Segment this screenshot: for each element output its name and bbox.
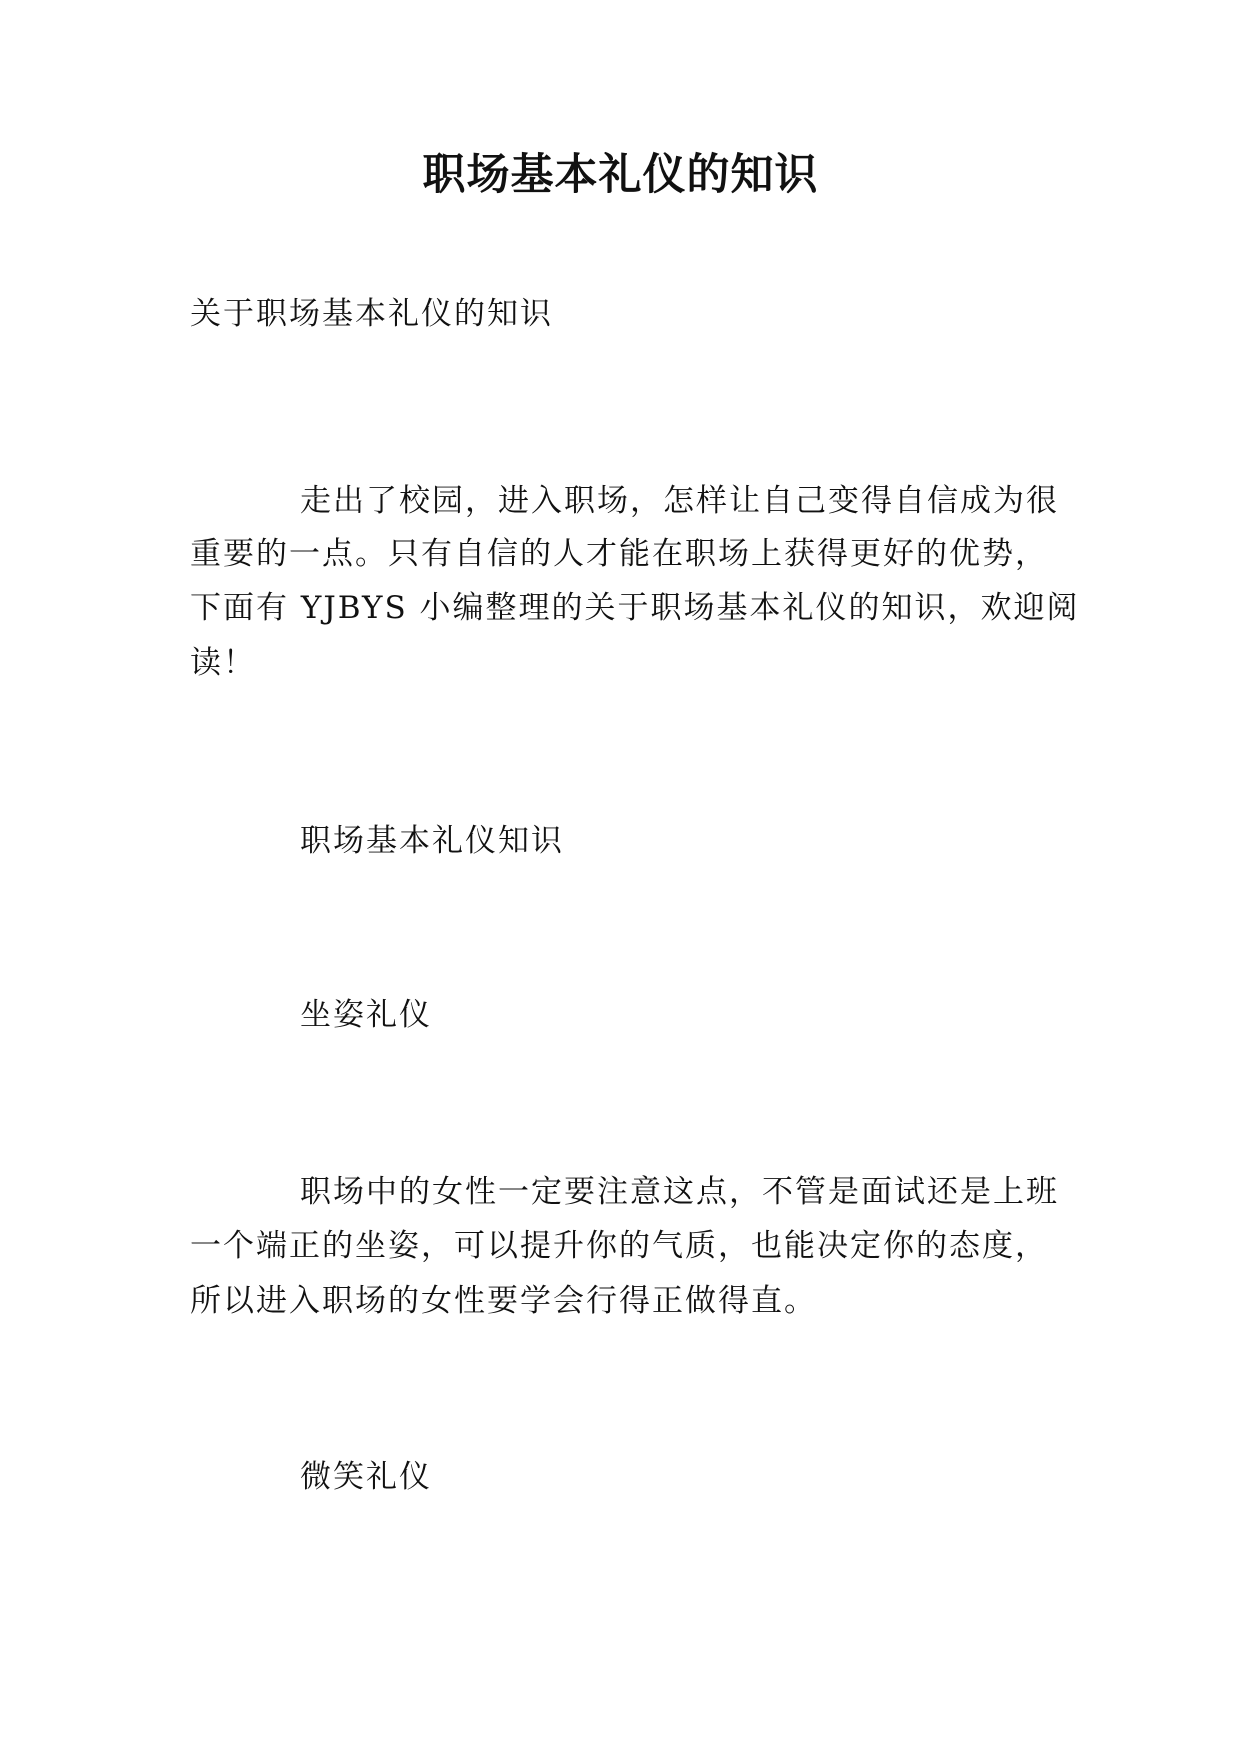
paragraph-line: 一个端正的坐姿，可以提升你的气质，也能决定你的态度， bbox=[190, 1228, 1048, 1264]
document-title: 职场基本礼仪的知识 bbox=[422, 150, 819, 200]
paragraph-line: 读！ bbox=[190, 645, 256, 681]
paragraph-line: 所以进入职场的女性要学会行得正做得直。 bbox=[190, 1283, 817, 1319]
paragraph-line: 职场中的女性一定要注意这点，不管是面试还是上班 bbox=[300, 1174, 1059, 1210]
paragraph-line: 走出了校园，进入职场，怎样让自己变得自信成为很 bbox=[300, 483, 1059, 519]
paragraph-line: 重要的一点。只有自信的人才能在职场上获得更好的优势， bbox=[190, 536, 1048, 572]
section-heading: 职场基本礼仪知识 bbox=[300, 823, 564, 859]
section-heading: 坐姿礼仪 bbox=[300, 997, 432, 1033]
document-subtitle: 关于职场基本礼仪的知识 bbox=[190, 296, 553, 332]
section-heading: 微笑礼仪 bbox=[300, 1459, 432, 1495]
paragraph-line: 下面有 YJBYS 小编整理的关于职场基本礼仪的知识，欢迎阅 bbox=[190, 590, 1080, 626]
